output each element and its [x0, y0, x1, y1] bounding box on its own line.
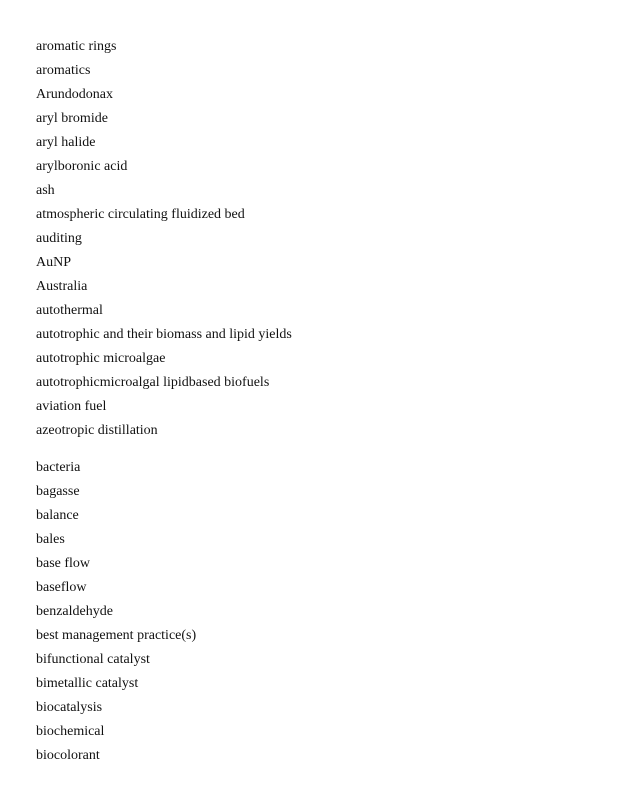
index-entry: biocolorant: [36, 748, 100, 763]
index-entry: AuNP: [36, 255, 72, 270]
index-entry: bimetallic catalyst: [36, 676, 139, 691]
index-entry: autothermal: [36, 303, 103, 318]
index-entry: autotrophic microalgae: [36, 351, 166, 366]
index-entry: best management practice(s): [36, 628, 197, 643]
index-entry: biocatalysis: [36, 700, 103, 715]
index-entry: autotrophic and their biomass and lipid yields: [36, 327, 292, 342]
index-entry: benzaldehyde: [36, 604, 113, 619]
index-section-b: [36, 456, 196, 768]
index-entry: arylboronic acid: [36, 159, 128, 174]
index-entry: bagasse: [36, 484, 80, 499]
index-entry: azeotropic distillation: [36, 423, 158, 438]
index-entry: Australia: [36, 279, 88, 294]
index-entry: aryl bromide: [36, 111, 108, 126]
index-entry: bacteria: [36, 460, 81, 475]
index-entry: autotrophicmicroalgal lipidbased biofuels: [36, 375, 270, 390]
index-entry: aryl halide: [36, 135, 96, 150]
index-entry: base flow: [36, 556, 91, 571]
index-entry: atmospheric circulating fluidized bed: [36, 207, 245, 222]
index-entry: aviation fuel: [36, 399, 107, 414]
index-section-a: [36, 35, 292, 443]
index-entry: balance: [36, 508, 79, 523]
index-entry: bales: [36, 532, 65, 547]
index-entry: aromatic rings: [36, 39, 117, 54]
index-entry: ash: [36, 183, 55, 198]
index-entry: auditing: [36, 231, 82, 246]
index-entry: Arundodonax: [36, 87, 113, 102]
index-entry: aromatics: [36, 63, 91, 78]
index-entry: bifunctional catalyst: [36, 652, 150, 667]
index-entry: baseflow: [36, 580, 87, 595]
index-entry: biochemical: [36, 724, 105, 739]
